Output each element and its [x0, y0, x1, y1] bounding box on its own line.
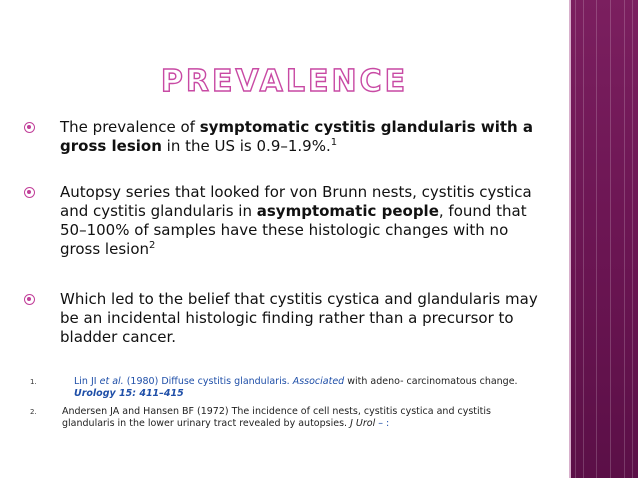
bullet-text: The prevalence of symptomatic cystitis glandularis with a gross lesion in the US is 0.9–1.9%.$^1$	[60, 118, 534, 155]
bullet-circle-icon	[24, 294, 35, 305]
bullet-item	[24, 118, 544, 156]
bullet-circle-icon	[24, 187, 35, 198]
reference-text: Andersen JA and Hansen BF (1972) The incidence of cell nests, cystitis cystica and cystitis glandularis in the lower urinary tract revealed by autopsies. J Urol – :	[62, 406, 491, 429]
sidebar-stripe	[624, 0, 625, 478]
reference-number: 2.	[30, 408, 37, 416]
citation-marker: 2	[149, 240, 156, 251]
reference-text: Lin JI et al. (1980) Diffuse cystitis glandularis. Associated with adeno- carcinomatous change. Urology 15: 411–415	[74, 376, 518, 399]
sidebar-stripe	[596, 0, 597, 478]
citation-marker: 1	[330, 137, 338, 148]
sidebar-edge	[569, 0, 571, 478]
decorative-sidebar	[569, 0, 638, 478]
bullet-item	[24, 290, 544, 347]
sidebar-stripe	[632, 0, 633, 478]
reference-item	[30, 406, 532, 430]
slide-title: PREVALENCE	[160, 64, 409, 99]
sidebar-stripe	[575, 0, 576, 478]
bullet-circle-icon	[24, 122, 35, 133]
reference-item	[30, 376, 544, 400]
bullet-item	[24, 183, 544, 259]
reference-number: 1.	[30, 378, 37, 386]
sidebar-stripe	[583, 0, 584, 478]
bullet-text: Which led to the belief that cystitis cystica and glandularis may be an incidental histologic finding rather than a precursor to bladder cancer.	[60, 290, 538, 346]
bullet-text: Autopsy series that looked for von Brunn nests, cystitis cystica and cystitis glandularis in asymptomatic people, found that 50–100% of samples have these histologic changes with no gross lesion$^2$	[60, 183, 532, 258]
sidebar-stripe	[610, 0, 611, 478]
